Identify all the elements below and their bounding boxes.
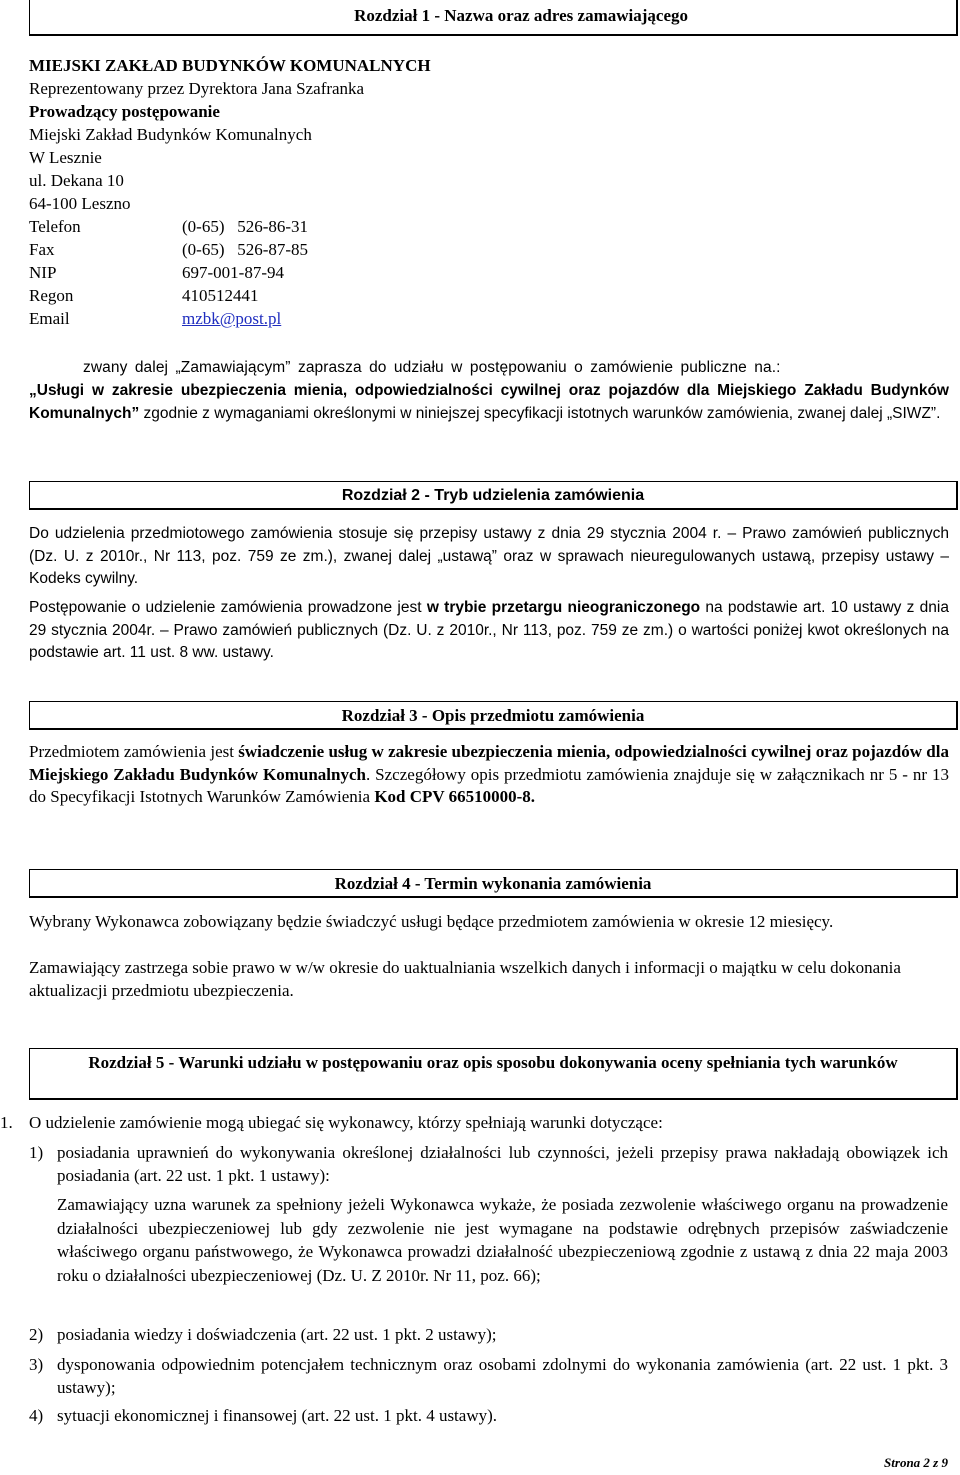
sub-4-text: sytuacji ekonomicznej i finansowej (art. 22 ust. 1 pkt. 4 ustawy). — [57, 1406, 498, 1425]
intro-rest: zgodnie z wymaganiami określonymi w niniejszej specyfikacji istotnych warunków zamówienia, zwanej dalej „SIWZ”. — [139, 404, 941, 422]
sub-4-number: 4) — [29, 1406, 44, 1425]
section-3-c: . Szczegółowy opis przedmiotu zamówienia znajduje się w załącznikach nr 5 - nr 13 do Specyfikacji Istotnych Warunków Zamówienia — [29, 764, 950, 806]
section-1-header — [29, 0, 958, 36]
email-link[interactable]: mzbk@post.pl — [182, 309, 282, 328]
sub-1-detail: Zamawiający uzna warunek za spełniony jeżeli Wykonawca wykaże, że posiada zezwolenie właściwego organu na prowadzenie działalności ubezpieczeniowej lub gdy zezwolenie nie jest wymagane na podstawie odrębnych przepisów zaświadczenie właściwego organu państwowego, że Wykonawca prowadzi działalność ubezpieczeniową zgodnie z ustawą z dnia 22 maja 2003 roku o działalności ubezpieczeniowej (Dz. U. Z 2010r. Nr 11, poz. 66); — [57, 1195, 948, 1285]
section-2-p2 — [29, 597, 949, 665]
org-full: Miejski Zakład Budynków Komunalnych — [29, 125, 312, 144]
section-2-p2c: na podstawie art. 10 ustawy z dnia 29 stycznia 2004r. – Prawo zamówień publicznych (Dz. U. z 2010r., Nr 113, poz. 759 ze zm.) o wartości poniżej kwot określonych na podstawie art. 11 ust. 8 ww. ustawy. — [29, 599, 949, 661]
section-2-title: Rozdział 2 - Tryb udzielenia zamówienia — [341, 487, 645, 504]
section-3-a: Przedmiotem zamówienia jest — [29, 742, 239, 761]
org-street: ul. Dekana 10 — [29, 171, 124, 190]
org-postal: 64-100 Leszno — [29, 194, 131, 213]
section-2-header — [29, 481, 958, 510]
org-name: MIEJSKI ZAKŁAD BUDYNKÓW KOMUNALNYCH — [29, 56, 431, 75]
section-2-p2a: Postępowanie o udzielenie zamówienia prowadzone jest — [29, 599, 427, 616]
item-1-number: 1. — [0, 1113, 13, 1132]
section-2-mode: w trybie przetargu nieograniczonego — [426, 599, 701, 616]
representative: Reprezentowany przez Dyrektora Jana Szafranka — [29, 79, 365, 98]
section-3-header — [29, 701, 958, 730]
email-label: Email — [29, 309, 70, 328]
sub-2-number: 2) — [29, 1325, 44, 1344]
sub-3-number: 3) — [29, 1355, 44, 1374]
org-city: W Lesznie — [29, 148, 102, 167]
section-4-header — [29, 869, 958, 898]
fax-value: (0-65) 526-87-85 — [182, 240, 309, 259]
conducting-label: Prowadzący postępowanie — [29, 102, 220, 121]
page-number: Strona 2 z 9 — [884, 1455, 948, 1470]
section-4-p2: Zamawiający zastrzega sobie prawo w w/w okresie do uaktualniania wszelkich danych i informacji o majątku w celu dokonania aktualizacji przedmiotu ubezpieczenia. — [29, 958, 901, 1000]
section-5-title: Rozdział 5 - Warunki udziału w postępowaniu oraz opis sposobu dokonywania oceny spełniania tych warunków — [88, 1053, 898, 1072]
section-3-subject: świadczenie usług w zakresie ubezpieczenia mienia, odpowiedzialności cywilnej oraz pojazdów dla Miejskiego Zakładu Budynków Komunalnych — [29, 742, 949, 784]
section-3-cpv: Kod CPV 66510000-8. — [374, 787, 536, 806]
sub-3-text: dysponowania odpowiednim potencjałem technicznym oraz osobami zdolnymi do wykonania zamówienia (art. 22 ust. 1 pkt. 3 ustawy); — [57, 1355, 948, 1397]
regon-label: Regon — [29, 286, 74, 305]
intro-line: zwany dalej „Zamawiającym” zaprasza do udziału w postępowaniu o zamówienie publiczne na.: — [83, 359, 781, 376]
section-2-p1: Do udzielenia przedmiotowego zamówienia stosuje się przepisy ustawy z dnia 29 stycznia 2004 r. – Prawo zamówień publicznych (Dz. U. z 2010r., Nr 113, poz. 759 ze zm.), zwanej dalej „ustawą” oraz w sprawach nieuregulowanych ustawą, przepisy ustawy – Kodeks cywilny. — [29, 525, 949, 587]
phone-value: (0-65) 526-86-31 — [182, 217, 309, 236]
sub-2-text: posiadania wiedzy i doświadczenia (art. 22 ust. 1 pkt. 2 ustawy); — [57, 1325, 497, 1344]
section-1-title: Rozdział 1 - Nazwa oraz adres zamawiającego — [354, 6, 688, 25]
sub-1-number: 1) — [29, 1143, 44, 1162]
nip-value: 697-001-87-94 — [182, 263, 284, 282]
section-4-title: Rozdział 4 - Termin wykonania zamówienia — [334, 874, 652, 893]
phone-label: Telefon — [29, 217, 81, 236]
item-1-text: O udzielenie zamówienie mogą ubiegać się wykonawcy, którzy spełniają warunki dotyczące: — [29, 1113, 663, 1132]
section-3-paragraph — [29, 741, 949, 809]
regon-value: 410512441 — [182, 286, 259, 305]
fax-label: Fax — [29, 240, 55, 259]
section-4-p1: Wybrany Wykonawca zobowiązany będzie świadczyć usługi będące przedmiotem zamówienia w okresie 12 miesięcy. — [29, 912, 834, 931]
section-3-title: Rozdział 3 - Opis przedmiotu zamówienia — [341, 706, 645, 725]
intro-subject: „Usługi w zakresie ubezpieczenia mienia, odpowiedzialności cywilnej oraz pojazdów dla Miejskiego Zakładu Budynków Komunalnych” — [29, 382, 949, 422]
section-5-header — [29, 1048, 958, 1100]
nip-label: NIP — [29, 263, 57, 282]
sub-1-text: posiadania uprawnień do wykonywania określonej działalności lub czynności, jeżeli przepisy prawa nakładają obowiązek ich posiadania (art. 22 ust. 1 pkt. 1 ustawy): — [57, 1143, 948, 1185]
intro-paragraph — [29, 380, 949, 425]
